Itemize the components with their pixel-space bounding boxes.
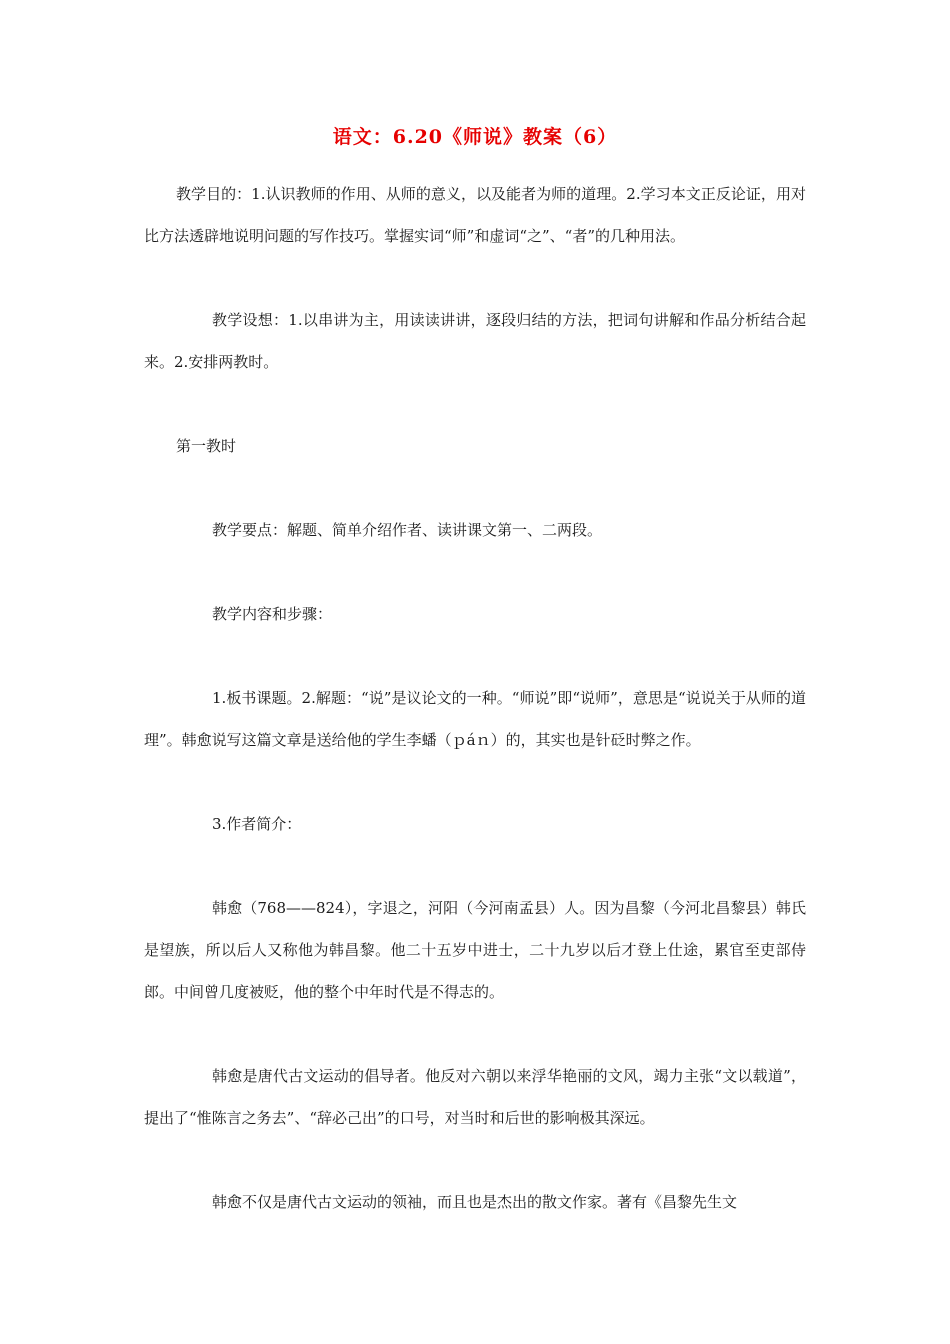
paragraph-author-works: 韩愈不仅是唐代古文运动的领袖，而且也是杰出的散文作家。著有《昌黎先生文 (212, 1193, 738, 1211)
paragraph-author-heading: 3.作者简介： (212, 815, 302, 833)
paragraph-title-explanation: 1.板书课题。2.解题：“说”是议论文的一种。“师说”即“说师”，意思是“说说关于从师的道理”。韩愈说写这篇文章是送给他的学生李蟠（ｐáｎ）的，其实也是针砭时弊之作。 (144, 689, 806, 749)
document-title: 语文：6.20《师说》教案（6） (332, 126, 618, 148)
paragraph-author-movement: 韩愈是唐代古文运动的倡导者。他反对六朝以来浮华艳丽的文风，竭力主张“文以载道”，提出了“惟陈言之务去”、“辞必己出”的口号，对当时和后世的影响极其深远。 (144, 1067, 806, 1127)
document-body (144, 131, 806, 1223)
spacer (144, 131, 806, 173)
paragraph-objectives: 教学目的：1.认识教师的作用、从师的意义，以及能者为师的道理。2.学习本文正反论证，用对比方法透辟地说明问题的写作技巧。掌握实词“师”和虚词“之”、“者”的几种用法。 (144, 185, 806, 245)
spacer (144, 551, 806, 593)
spacer (144, 257, 806, 299)
spacer (144, 1013, 806, 1055)
spacer (144, 467, 806, 509)
paragraph-key-points: 教学要点：解题、简单介绍作者、读讲课文第一、二两段。 (212, 521, 603, 539)
spacer (144, 1139, 806, 1181)
paragraph-design: 教学设想：1.以串讲为主，用读读讲讲，逐段归结的方法，把词句讲解和作品分析结合起来。2.安排两教时。 (144, 311, 806, 371)
paragraph-author-bio: 韩愈（768——824），字退之，河阳（今河南孟县）人。因为昌黎（今河北昌黎县）韩氏是望族，所以后人又称他为韩昌黎。他二十五岁中进士，二十九岁以后才登上仕途，累官至吏部侍郎。中间曾几度被贬，他的整个中年时代是不得志的。 (144, 899, 806, 1001)
paragraph-first-lesson: 第一教时 (176, 437, 237, 455)
spacer (144, 845, 806, 887)
spacer (144, 761, 806, 803)
paragraph-steps-heading: 教学内容和步骤： (212, 605, 333, 623)
spacer (144, 635, 806, 677)
spacer (144, 383, 806, 425)
